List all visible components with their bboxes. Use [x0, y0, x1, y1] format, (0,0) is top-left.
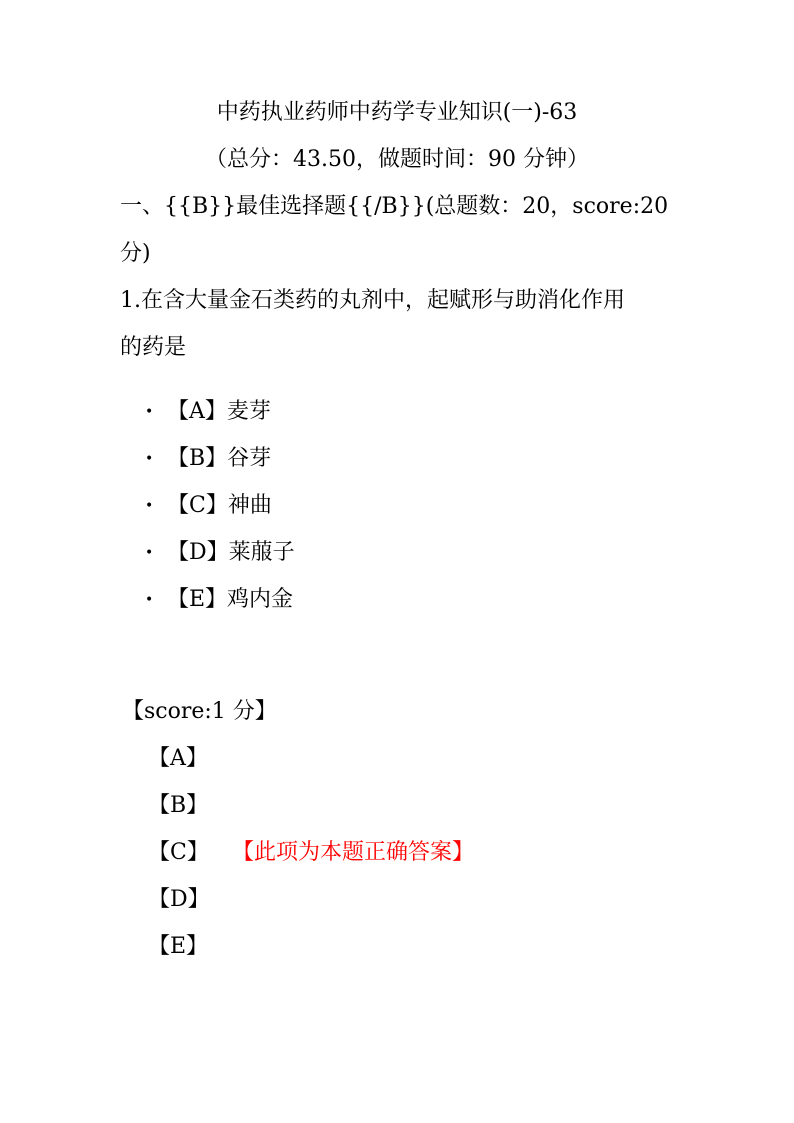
option-e — [145, 586, 293, 614]
section-heading-continued: 分) — [120, 241, 151, 266]
option-b-label: 【B】谷芽 — [167, 446, 272, 471]
bullet-icon: • — [145, 545, 154, 561]
bullet-icon: • — [145, 404, 154, 420]
question-text-continued: 的药是 — [120, 335, 187, 360]
section-heading: 一、{{B}}最佳选择题{{/B}}(总题数：20，score:20 — [120, 194, 669, 219]
option-a — [145, 398, 271, 426]
answer-choice-c: 【C】 — [148, 840, 209, 865]
correct-answer-note: 【此项为本题正确答案】 — [232, 840, 475, 865]
option-c — [145, 492, 272, 520]
bullet-icon: • — [145, 451, 154, 467]
option-d — [145, 539, 295, 567]
option-b — [145, 445, 271, 473]
bullet-icon: • — [145, 592, 154, 608]
option-d-label: 【D】莱菔子 — [167, 540, 295, 565]
bullet-icon: • — [145, 498, 154, 514]
document-title: 中药执业药师中药学专业知识(一)-63 — [216, 100, 578, 125]
answer-choice-d: 【D】 — [148, 887, 210, 912]
answer-choice-e: 【E】 — [148, 934, 209, 959]
document-subtitle: （总分：43.50，做题时间：90 分钟） — [205, 147, 589, 172]
answer-choice-b: 【B】 — [148, 793, 209, 818]
score-label: 【score:1 分】 — [122, 699, 277, 724]
option-a-label: 【A】麦芽 — [167, 399, 271, 424]
question-text: 1.在含大量金石类药的丸剂中，起赋形与助消化作用 — [120, 288, 625, 313]
option-c-label: 【C】神曲 — [167, 493, 272, 518]
answer-choice-a: 【A】 — [148, 746, 208, 771]
option-e-label: 【E】鸡内金 — [167, 587, 294, 612]
